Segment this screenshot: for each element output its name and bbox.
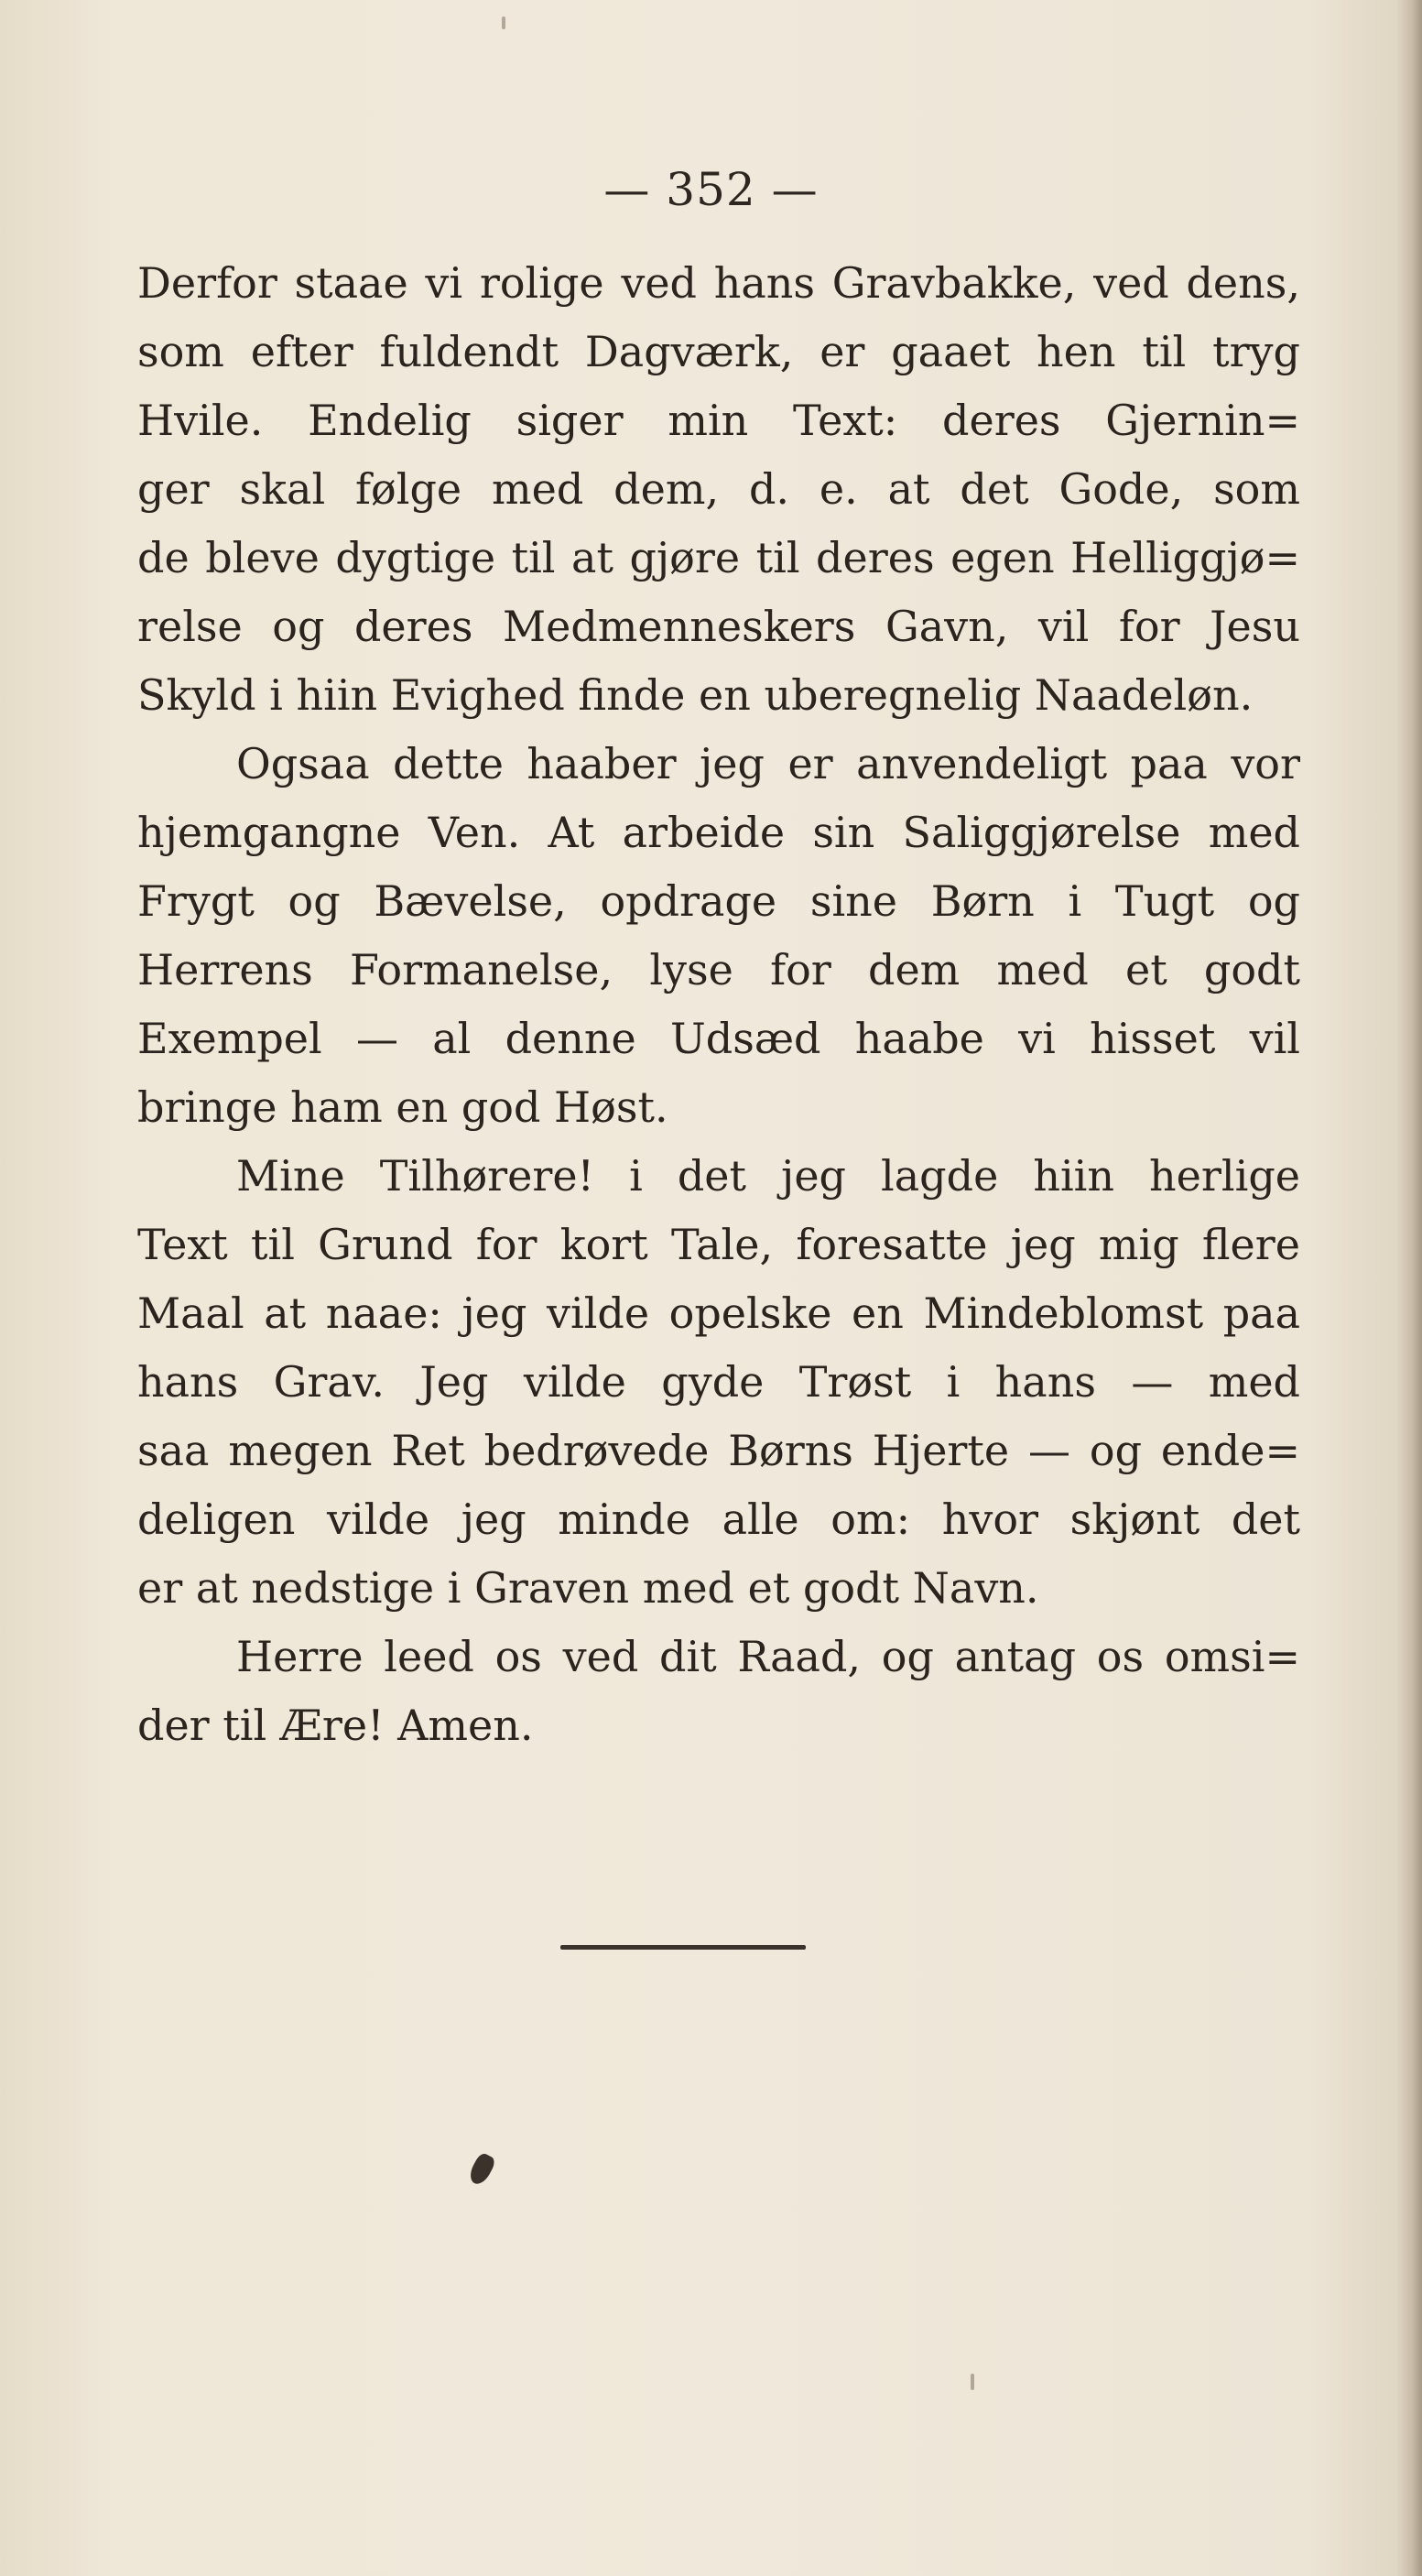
text-line: Frygt og Bævelse, opdrage sine Børn i Tugt og	[137, 876, 1300, 926]
paper-speck	[971, 2374, 974, 2390]
text-line: Text til Grund for kort Tale, foresatte jeg mig flere	[137, 1220, 1300, 1269]
text-line: hans Grav. Jeg vilde gyde Trøst i hans — med	[137, 1357, 1300, 1407]
text-line: Ogsaa dette haaber jeg er anvendeligt paa vor	[236, 739, 1300, 788]
text-line: Maal at naae: jeg vilde opelske en Mindeblomst paa	[137, 1288, 1300, 1338]
page-number: — 352 —	[603, 163, 819, 216]
text-line: Skyld i hiin Evighed finde en uberegnelig Naadeløn.	[137, 670, 1254, 720]
text-line: Exempel — al denne Udsæd haabe vi hisset vil	[137, 1014, 1300, 1063]
section-divider	[560, 1945, 806, 1950]
text-line: der til Ære! Amen.	[137, 1701, 534, 1750]
text-line: ger skal følge med dem, d. e. at det Gode, som	[137, 464, 1300, 514]
paragraph	[137, 249, 1300, 730]
paper-speck	[502, 16, 505, 29]
text-line: hjemgangne Ven. At arbeide sin Saliggjørelse med	[137, 808, 1300, 857]
text-line: er at nedstige i Graven med et godt Navn.	[137, 1563, 1039, 1613]
text-line: Mine Tilhørere! i det jeg lagde hiin herlige	[236, 1151, 1300, 1201]
paragraph	[137, 1623, 1300, 1760]
text-line: Herre leed os ved dit Raad, og antag os omsi=	[236, 1632, 1300, 1681]
text-line: Hvile. Endelig siger min Text: deres Gjernin=	[137, 396, 1300, 445]
text-line: deligen vilde jeg minde alle om: hvor skjønt det	[137, 1495, 1300, 1544]
text-line: saa megen Ret bedrøvede Børns Hjerte — og ende=	[137, 1426, 1300, 1475]
page-edge-shadow	[1396, 0, 1422, 2576]
text-line: bringe ham en god Høst.	[137, 1082, 668, 1132]
text-line: Herrens Formanelse, lyse for dem med et godt	[137, 945, 1300, 995]
body-text	[137, 249, 1300, 1760]
paragraph	[137, 730, 1300, 1142]
text-line: som efter fuldendt Dagværk, er gaaet hen til tryg	[137, 327, 1300, 376]
ink-mark	[466, 2151, 497, 2187]
text-line: Derfor staae vi rolige ved hans Gravbakke, ved dens,	[137, 258, 1300, 308]
text-line: de bleve dygtige til at gjøre til deres egen Helliggjø=	[137, 533, 1300, 582]
paragraph	[137, 1142, 1300, 1623]
text-line: relse og deres Medmenneskers Gavn, vil for Jesu	[137, 602, 1300, 651]
